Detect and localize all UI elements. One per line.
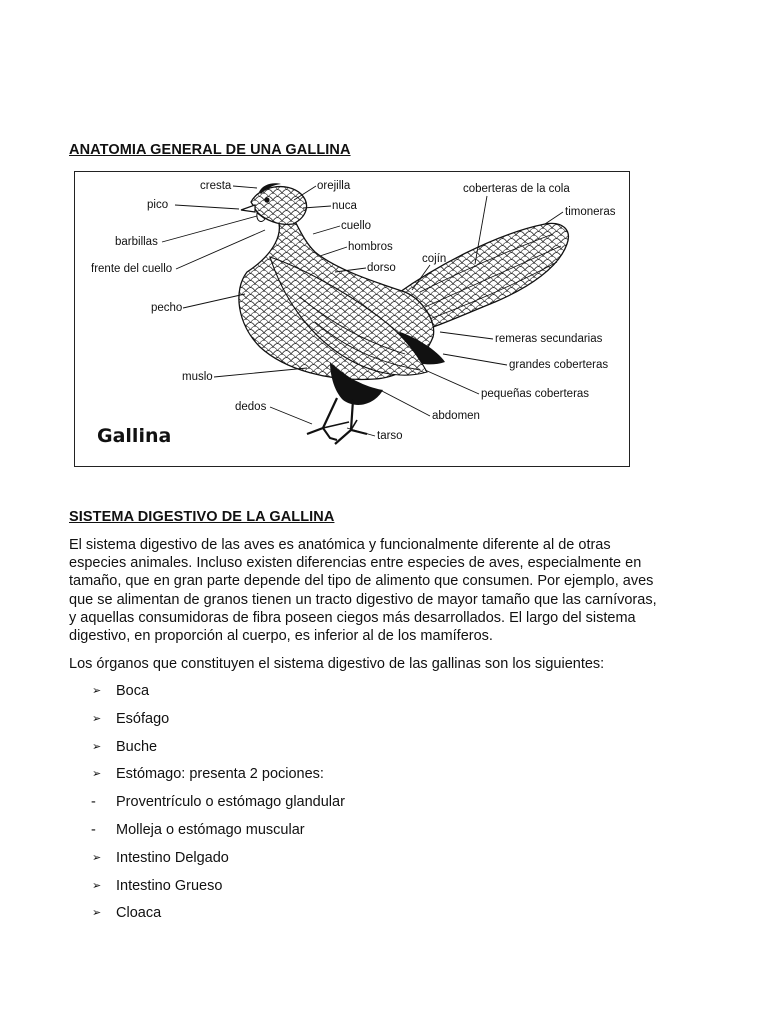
organ-name: Cloaca [116,905,162,922]
diagram-label-muslo: muslo [182,371,213,383]
arrow-bullet-icon: ➢ [92,879,102,892]
arrow-bullet-icon: ➢ [92,907,102,920]
dash-bullet-icon: - [91,821,96,838]
organ-list-item [92,904,492,932]
chicken-anatomy-diagram [75,172,628,465]
diagram-label-timoneras: timoneras [565,206,616,218]
paragraph-line: especies animales. Incluso existen diferencias entre especies de aves, especialmente en [69,555,642,572]
diagram-label-hombros: hombros [348,241,393,253]
organ-name: Boca [116,683,150,699]
label-leader-line [443,354,507,365]
label-leader-line [162,216,257,242]
label-leader-line [214,368,307,377]
arrow-bullet-icon: ➢ [92,740,102,753]
diagram-label-pico: pico [147,199,169,211]
label-leader-line [320,247,347,256]
diagram-label-pecho: pecho [151,302,183,314]
organ-list-item [92,682,492,710]
diagram-label-dedos: dedos [235,401,267,413]
diagram-label-cuello: cuello [341,220,372,232]
label-leader-line [175,205,239,209]
paragraph-line: que se alimentan de granos tienen un tracto digestivo de mayor tamaño que las carnívoras, [69,591,657,608]
paragraph-line: El sistema digestivo de las aves es anatómica y funcionalmente diferente al de otras [69,537,611,553]
gallina-logo-text: Gallina [97,425,172,447]
diagram-label-cojin: cojín [422,253,447,265]
paragraph-line: tamaño, que en gran parte depende del tipo de alimento que consumen. Por ejemplo, aves [69,573,654,590]
paragraph-line: y aquellas consumidoras de fibra poseen ciegos más desarrollados. El largo del sistema [69,609,636,626]
organ-list-item [92,793,492,821]
arrow-bullet-icon: ➢ [92,851,102,864]
label-leader-line [380,390,430,416]
diagram-label-abdomen: abdomen [432,410,480,422]
organ-name: Esófago [116,710,170,727]
diagram-label-barbillas: barbillas [115,236,158,248]
label-leader-line [270,407,312,424]
organ-list-item [92,738,492,766]
arrow-bullet-icon: ➢ [92,768,102,781]
chicken-illustration [239,183,568,444]
label-leader-line [545,212,563,224]
chicken-anatomy-figure [74,171,630,467]
digestive-system-paragraph [69,536,709,645]
label-leader-line [440,332,493,339]
diagram-label-remeras: remeras secundarias [495,333,603,345]
organ-list-item [92,765,492,793]
organ-list-item [92,821,492,849]
diagram-label-frente: frente del cuello [91,263,173,275]
label-leader-line [425,370,479,394]
section-title-sistema-digestivo: SISTEMA DIGESTIVO DE LA GALLINA [69,509,335,525]
dash-bullet-icon: - [91,794,96,811]
organ-list-item [92,710,492,738]
paragraph-line: digestivo, en proporción al cuerpo, es inferior al de los mamíferos. [69,628,493,645]
organ-name: Intestino Delgado [116,849,229,866]
diagram-label-coberteras-cola: coberteras de la cola [463,183,570,195]
label-leader-line [183,294,245,308]
label-leader-line [347,428,375,436]
organ-name: Estómago: presenta 2 pociones: [116,766,324,783]
diagram-label-cresta: cresta [200,180,232,192]
diagram-label-nuca: nuca [332,200,357,212]
diagram-label-orejilla: orejilla [317,180,351,192]
organ-list-item [92,877,492,905]
organ-name: Buche [116,738,158,755]
organ-name: Proventrículo o estómago glandular [116,794,345,811]
arrow-bullet-icon: ➢ [92,685,102,697]
label-leader-line [176,230,265,269]
organ-name: Molleja o estómago muscular [116,821,305,838]
label-leader-line [313,226,340,234]
organ-list [92,682,492,932]
organs-intro-paragraph: Los órganos que constituyen el sistema digestivo de las gallinas son los siguientes: [69,656,605,672]
organ-name: Intestino Grueso [116,877,223,894]
organ-list-item [92,849,492,877]
label-leader-line [233,186,257,188]
diagram-label-grandes: grandes coberteras [509,359,609,371]
section-title-anatomia: ANATOMIA GENERAL DE UNA GALLINA [69,142,351,158]
diagram-label-dorso: dorso [367,262,396,274]
diagram-label-tarso: tarso [377,430,403,442]
diagram-label-pequenas: pequeñas coberteras [481,388,590,400]
arrow-bullet-icon: ➢ [92,712,102,725]
